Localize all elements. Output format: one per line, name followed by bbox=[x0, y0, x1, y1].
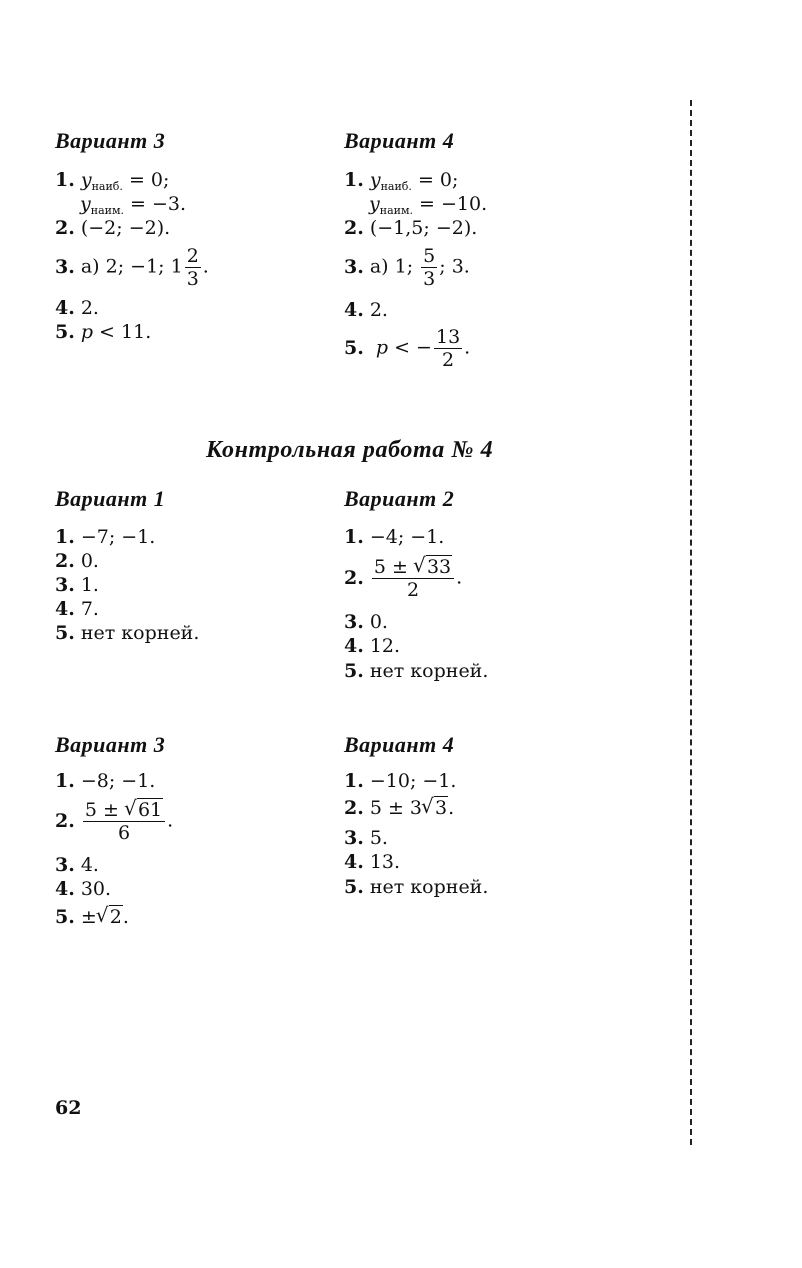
fraction: $\frac{13}{2}$ bbox=[435, 326, 461, 371]
square-root: √ 2 bbox=[97, 905, 123, 929]
variant-4-answer-5: 5. нет корней. bbox=[344, 876, 489, 898]
variant-1-answer-2: 2. 0. bbox=[55, 550, 99, 572]
variant-4-answer-3: 3. 5. bbox=[344, 827, 388, 849]
variant-3-answer-3: 3. 4. bbox=[55, 854, 99, 876]
top-left-answer-4: 4. 2. bbox=[55, 297, 99, 319]
variant-4-answer-1: 1. −10; −1. bbox=[344, 770, 457, 792]
top-right-answer-1b: $y_{наим.} = -10$. bbox=[369, 193, 488, 217]
variant-3-answer-2: 2. $\frac{5 \pm √ 61}{6}$ . bbox=[55, 799, 173, 844]
top-left-answer-3: 3. а) 2; −1; 1 $\frac{2}{3}$ . bbox=[55, 245, 209, 290]
page-number: 62 bbox=[55, 1097, 82, 1119]
variant-2-answer-1: 1. −4; −1. bbox=[344, 526, 445, 548]
variant-2-title: Вариант 2 bbox=[344, 486, 455, 511]
variant-2-answer-5: 5. нет корней. bbox=[344, 660, 489, 682]
top-left-answer-1: 1. $y_{наиб.} = 0$; bbox=[55, 169, 170, 193]
variant-3-title: Вариант 3 bbox=[55, 732, 166, 757]
fraction: $\frac{5}{3}$ bbox=[423, 245, 436, 290]
top-right-answer-1: 1. $y_{наиб.} = 0$; bbox=[344, 169, 459, 193]
variant-4-title: Вариант 4 bbox=[344, 732, 455, 757]
section-title: Контрольная работа № 4 bbox=[206, 437, 494, 463]
variant-1-answer-5: 5. нет корней. bbox=[55, 622, 200, 644]
square-root: √ 61 bbox=[125, 799, 163, 821]
square-root: √ 33 bbox=[414, 556, 452, 578]
variant-3-answer-4: 4. 30. bbox=[55, 878, 112, 900]
top-left-answer-2: 2. (−2; −2). bbox=[55, 217, 171, 239]
variant-2-answer-3: 3. 0. bbox=[344, 611, 388, 633]
fraction: $\frac{2}{3}$ bbox=[186, 245, 199, 290]
cut-line bbox=[690, 100, 692, 1145]
variant-1-title: Вариант 1 bbox=[55, 486, 166, 511]
variant-1-answer-1: 1. −7; −1. bbox=[55, 526, 156, 548]
fraction: $\frac{5 \pm √ 33}{2}$ bbox=[372, 556, 454, 601]
variant-2-answer-4: 4. 12. bbox=[344, 635, 401, 657]
variant-1-answer-3: 3. 1. bbox=[55, 574, 99, 596]
variant-4-answer-4: 4. 13. bbox=[344, 851, 401, 873]
square-root: √ 3 bbox=[422, 796, 448, 820]
variant-1-answer-4: 4. 7. bbox=[55, 598, 99, 620]
fraction: $\frac{5 \pm √ 61}{6}$ bbox=[83, 799, 165, 844]
variant-3-answer-5: 5. ±√ 2. bbox=[55, 905, 129, 929]
top-right-answer-4: 4. 2. bbox=[344, 299, 388, 321]
top-right-answer-3: 3. а) 1; $\frac{5}{3}$ ; 3. bbox=[344, 245, 470, 290]
top-left-answer-1b: $y_{наим.} = -3$. bbox=[80, 193, 187, 217]
top-left-answer-5: 5. p < 11. bbox=[55, 321, 152, 343]
variant-2-answer-2: 2. $\frac{5 \pm √ 33}{2}$ . bbox=[344, 556, 462, 601]
top-right-answer-5: 5. p < − $\frac{13}{2}$ . bbox=[344, 326, 471, 371]
top-left-variant-title: Вариант 3 bbox=[55, 128, 166, 153]
variant-4-answer-2: 2. 5 ± 3√ 3. bbox=[344, 796, 454, 820]
top-right-variant-title: Вариант 4 bbox=[344, 128, 455, 153]
variant-3-answer-1: 1. −8; −1. bbox=[55, 770, 156, 792]
top-right-answer-2: 2. (−1,5; −2). bbox=[344, 217, 478, 239]
